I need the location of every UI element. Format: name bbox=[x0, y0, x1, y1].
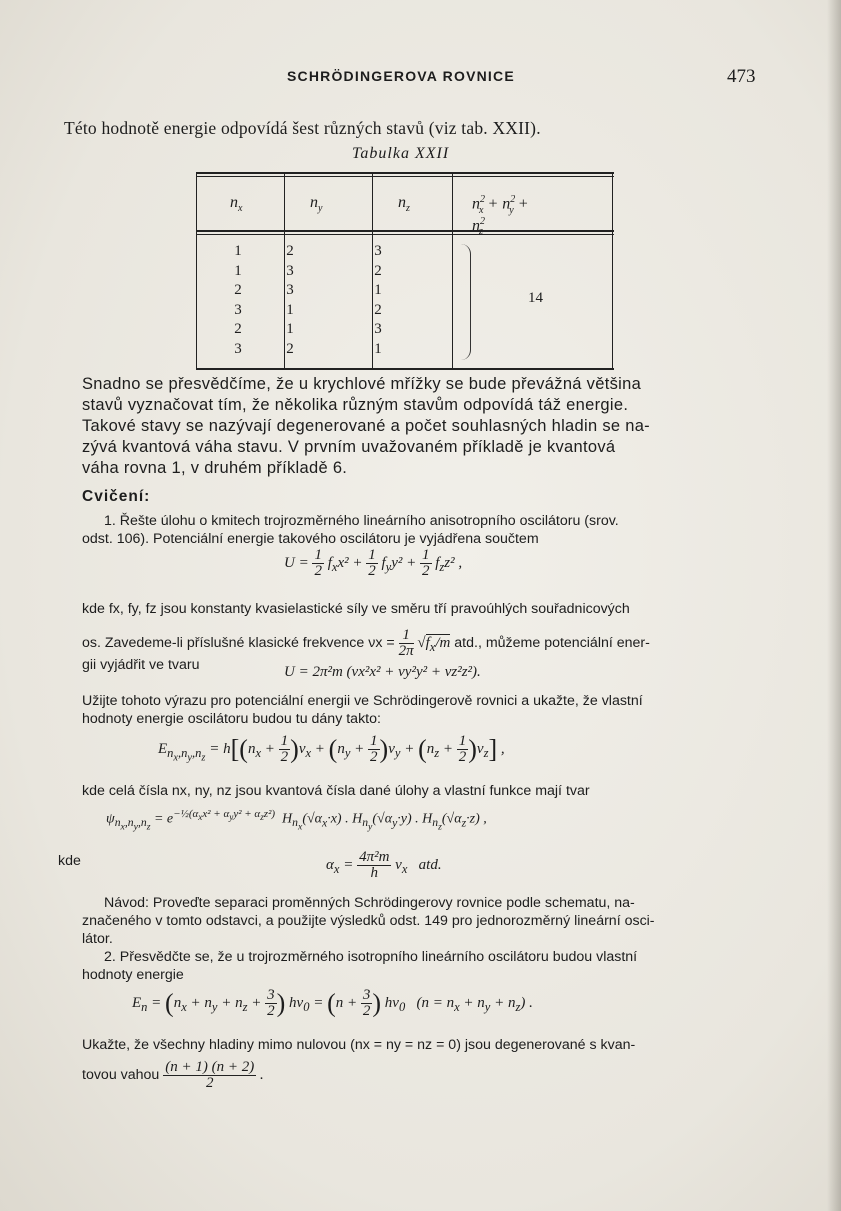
table-top-rule bbox=[196, 172, 614, 174]
table-xxii bbox=[196, 172, 614, 372]
header-ny: $n_y$ bbox=[310, 194, 323, 215]
exercise-2-degeneracy: Ukažte, že všechny hladiny mimo nulovou (nx = ny = nz = 0) jsou degenerované s kvan- bbox=[82, 1037, 636, 1053]
paragraph-line: Takové stavy se nazývají degenerované a počet souhlasných hladin se na- bbox=[82, 417, 650, 435]
table-cell: 1 bbox=[374, 340, 382, 357]
table-header-rule bbox=[196, 230, 614, 232]
hint-line: Návod: Proveďte separaci proměnných Schrödingerovy rovnice podle schematu, na- bbox=[104, 895, 635, 911]
exercises-heading: Cvičení: bbox=[82, 488, 151, 505]
paragraph-line: stavů vyznačovat tím, že několika různým stavům odpovídá táž energie. bbox=[82, 396, 629, 414]
equation-potential-freq: U = 2π²m (νx²x² + νy²y² + νz²z²). bbox=[284, 664, 481, 680]
table-cell: 2 bbox=[286, 243, 294, 259]
header-nx: $n_x$ bbox=[230, 194, 243, 215]
table-cell: 1 bbox=[234, 262, 242, 279]
exercise-1-eigenfunctions: kde celá čísla nx, ny, nz jsou kvantová čísla dané úlohy a vlastní funkce mají tvar bbox=[82, 783, 590, 799]
running-header: SCHRÖDINGEROVA ROVNICE bbox=[287, 68, 515, 84]
hint-line: látor. bbox=[82, 931, 113, 947]
table-cell: 3 bbox=[234, 301, 242, 318]
equation-isotropic-energy: $E_n = (n_x + n_y + n_z$ + $\frac{3}{2}$ ) $h\nu_0 = (n$ + $\frac{3}{2}$ ) $h\nu_0$ $(n = n_x + n_y + n_z)$ . bbox=[132, 987, 533, 1019]
navod-hint bbox=[82, 894, 772, 948]
table-cell: 1 bbox=[286, 321, 294, 337]
table-bottom-rule bbox=[196, 368, 614, 370]
table-cell: 3 bbox=[374, 243, 382, 259]
paragraph-line: zývá kvantová váha stavu. V prvním uvažovaném příkladě je kvantová bbox=[82, 438, 616, 456]
table-header-rule-2 bbox=[196, 234, 614, 235]
table-col-divider-3 bbox=[452, 172, 453, 370]
grouping-brace bbox=[458, 244, 471, 360]
paragraph-line: váha rovna 1, v druhém příkladě 6. bbox=[82, 459, 348, 477]
table-top-rule-2 bbox=[196, 176, 614, 177]
table-cell: 2 bbox=[234, 282, 242, 298]
exercise-line: hodnoty energie oscilátoru budou tu dány takto: bbox=[82, 711, 381, 727]
table-cell: 3 bbox=[234, 340, 242, 357]
text-fragment: tovou vahou bbox=[82, 1066, 160, 1083]
exercise-line: 2. Přesvědčte se, že u trojrozměrného isotropního lineárního oscilátoru budou vlastní bbox=[104, 949, 638, 965]
table-left-border bbox=[196, 172, 197, 370]
exercise-line: odst. 106). Potenciální energie takového oscilátoru je vyjádřena součtem bbox=[82, 531, 539, 547]
column-nz bbox=[368, 242, 388, 359]
table-cell: 1 bbox=[374, 282, 382, 298]
table-cell: 3 bbox=[374, 321, 382, 337]
page-number: 473 bbox=[727, 66, 756, 87]
paragraph-line: Snadno se přesvědčíme, že u krychlové mřížky se bude převážná většina bbox=[82, 375, 642, 393]
exercise-2-intro bbox=[82, 948, 772, 984]
column-nx bbox=[228, 242, 248, 359]
table-cell: 3 bbox=[286, 282, 294, 298]
header-nz: $n_z$ bbox=[398, 194, 410, 215]
table-cell: 2 bbox=[286, 340, 294, 357]
exercise-1-constants: kde fx, fy, fz jsou konstanty kvasielastické síly ve směru tří pravoúhlých souřadnicových bbox=[82, 601, 630, 617]
exercise-2-weight: tovou vahou $\frac{(n + 1) (n + 2)}{2}$ . bbox=[82, 1059, 264, 1091]
exercise-1-instruction bbox=[82, 692, 772, 728]
table-cell: 1 bbox=[286, 301, 294, 318]
table-cell: 2 bbox=[374, 301, 382, 318]
sum-value: 14 bbox=[528, 290, 543, 306]
column-ny bbox=[280, 242, 300, 359]
equation-alpha: $\alpha_x$ = $\frac{\text{4π²m}}{h}$ $\nu_x$ atd. bbox=[326, 849, 442, 881]
table-cell: 1 bbox=[234, 243, 242, 259]
page-edge-shadow bbox=[827, 0, 841, 1211]
equation-potential-sum: U = $\frac{1}{2}$ $f_xx^2$ + $\frac{1}{2}$ $f_yy^2$ + $\frac{1}{2}$ $f_zz^2$ , bbox=[284, 547, 463, 579]
equation-eigenfunction: $\psi_{n_x,n_y,n_z} = e^{-\frac{1}{2}(\alpha_xx^2 + \alpha_yy^2 + \alpha_zz^2)}$ $H_{n_x}(√\alpha_x\cdot x)$ . $H_{n_y}(√\alpha_y\cdot y)$ . $H_{n_z}(√\alpha_z\cdot z)$ , bbox=[106, 808, 487, 833]
table-cell: 2 bbox=[374, 262, 382, 279]
exercise-1-form: gii vyjádřit ve tvaru bbox=[82, 657, 200, 673]
exercise-1-frequencies: os. Zavedeme-li příslušné klasické frekvence νx = $\frac{1}{2\pi}$ $√f_x/m$ atd., můžeme potenciální ener- bbox=[82, 627, 650, 659]
exercise-line: hodnoty energie bbox=[82, 967, 184, 983]
table-cell: 3 bbox=[286, 262, 294, 279]
text-fragment: os. Zavedeme-li příslušné klasické frekvence νx = bbox=[82, 634, 395, 651]
intro-sentence: Této hodnotě energie odpovídá šest různých stavů (viz tab. XXII). bbox=[64, 118, 541, 138]
text-fragment: atd., můžeme potenciální ener- bbox=[454, 634, 650, 651]
equation-energy-levels: $E_{n_x,n_y,n_z} = h[(n_x$ + $\frac{1}{2}$ )$\nu_x + (n_y$ + $\frac{1}{2}$ )$\nu_y + (n_z$ + $\frac{1}{2}$ )$\nu_z$] , bbox=[158, 733, 505, 765]
table-caption: Tabulka XXII bbox=[352, 145, 450, 162]
degeneracy-paragraph bbox=[82, 374, 762, 479]
exercise-line: 1. Řešte úlohu o kmitech trojrozměrného lineárního anisotropního oscilátoru (srov. bbox=[104, 513, 619, 529]
exercise-1-intro bbox=[82, 512, 762, 548]
table-right-border bbox=[612, 172, 613, 370]
kde-label: kde bbox=[58, 853, 81, 869]
table-cell: 2 bbox=[234, 321, 242, 337]
header-sum: $n^2_x + n^2_y + n^2_z$ bbox=[472, 194, 529, 238]
hint-line: značeného v tomto odstavci, a použijte výsledků odst. 149 pro jednorozměrný lineární osci- bbox=[82, 913, 655, 929]
exercise-line: Užijte tohoto výrazu pro potenciální energii ve Schrödingerově rovnici a ukažte, že vlastní bbox=[82, 693, 643, 709]
